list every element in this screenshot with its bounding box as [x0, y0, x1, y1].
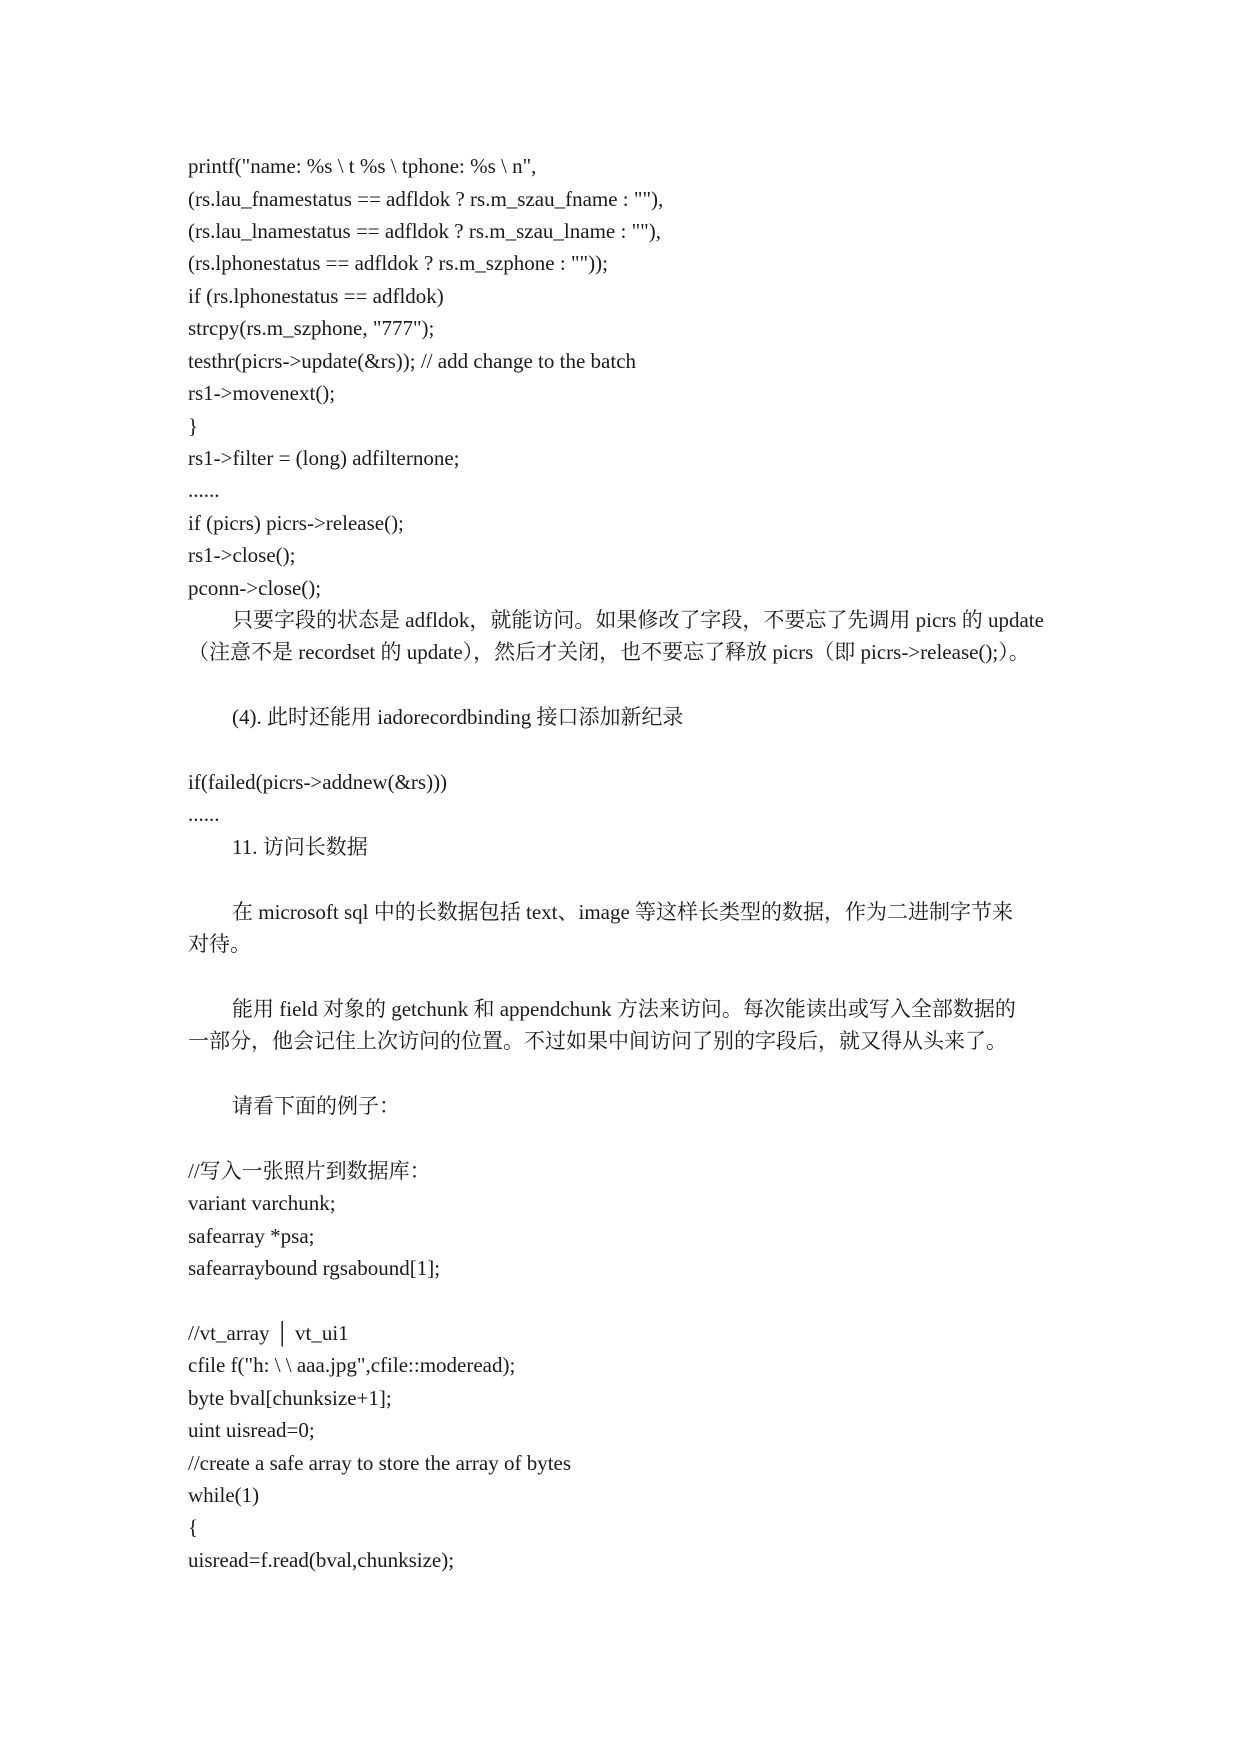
section-heading: 11. 访问长数据	[232, 835, 368, 859]
paragraph-line: 在 microsoft sql 中的长数据包括 text、image 等这样长类型的数据，作为二进制字节来	[232, 900, 1014, 924]
paragraph-line: （注意不是 recordset 的 update），然后才关闭，也不要忘了释放 picrs（即 picrs->release();）。	[188, 640, 1030, 664]
code-line: byte bval[chunksize+1];	[188, 1386, 392, 1410]
code-line: testhr(picrs->update(&rs)); // add change to the batch	[188, 349, 637, 373]
code-comment: //写入一张照片到数据库：	[188, 1159, 431, 1183]
code-line: if (rs.lphonestatus == adfldok)	[188, 284, 444, 308]
code-line: pconn->close();	[188, 576, 322, 600]
code-comment: //create a safe array to store the array of bytes	[188, 1451, 572, 1475]
code-line: rs1->movenext();	[188, 381, 336, 405]
code-line: ......	[188, 802, 220, 826]
code-line: (rs.lau_lnamestatus == adfldok ? rs.m_szau_lname : ""),	[188, 219, 661, 243]
code-line: safearray *psa;	[188, 1224, 315, 1248]
code-line: strcpy(rs.m_szphone, "777");	[188, 316, 435, 340]
code-line: }	[188, 414, 199, 438]
code-comment: //vt_array │ vt_ui1	[188, 1321, 349, 1345]
code-line: uint uisread=0;	[188, 1418, 315, 1442]
paragraph-line: 能用 field 对象的 getchunk 和 appendchunk 方法来访问。每次能读出或写入全部数据的	[232, 997, 1016, 1021]
code-line: rs1->close();	[188, 543, 296, 567]
code-line: variant varchunk;	[188, 1191, 336, 1215]
code-line: cfile f("h: \ \ aaa.jpg",cfile::moderead);	[188, 1353, 516, 1377]
code-line: {	[188, 1515, 199, 1539]
code-line: printf("name: %s \ t %s \ tphone: %s \ n",	[188, 154, 537, 178]
paragraph-line: 只要字段的状态是 adfldok，就能访问。如果修改了字段，不要忘了先调用 picrs 的 update	[232, 608, 1044, 632]
code-line: if (picrs) picrs->release();	[188, 511, 404, 535]
code-line: rs1->filter = (long) adfilternone;	[188, 446, 460, 470]
code-line: if(failed(picrs->addnew(&rs)))	[188, 770, 448, 794]
code-line: ......	[188, 478, 220, 502]
paragraph-line: 一部分，他会记住上次访问的位置。不过如果中间访问了别的字段后，就又得从头来了。	[188, 1029, 1007, 1053]
code-line: safearraybound rgsabound[1];	[188, 1256, 441, 1280]
code-line: (rs.lphonestatus == adfldok ? rs.m_szphone : ""));	[188, 251, 608, 275]
code-line: (rs.lau_fnamestatus == adfldok ? rs.m_szau_fname : ""),	[188, 187, 664, 211]
code-line: uisread=f.read(bval,chunksize);	[188, 1548, 455, 1572]
code-line: while(1)	[188, 1483, 260, 1507]
section-heading: (4). 此时还能用 iadorecordbinding 接口添加新纪录	[232, 705, 684, 729]
paragraph-line: 对待。	[188, 932, 251, 956]
paragraph-line: 请看下面的例子：	[232, 1094, 400, 1118]
